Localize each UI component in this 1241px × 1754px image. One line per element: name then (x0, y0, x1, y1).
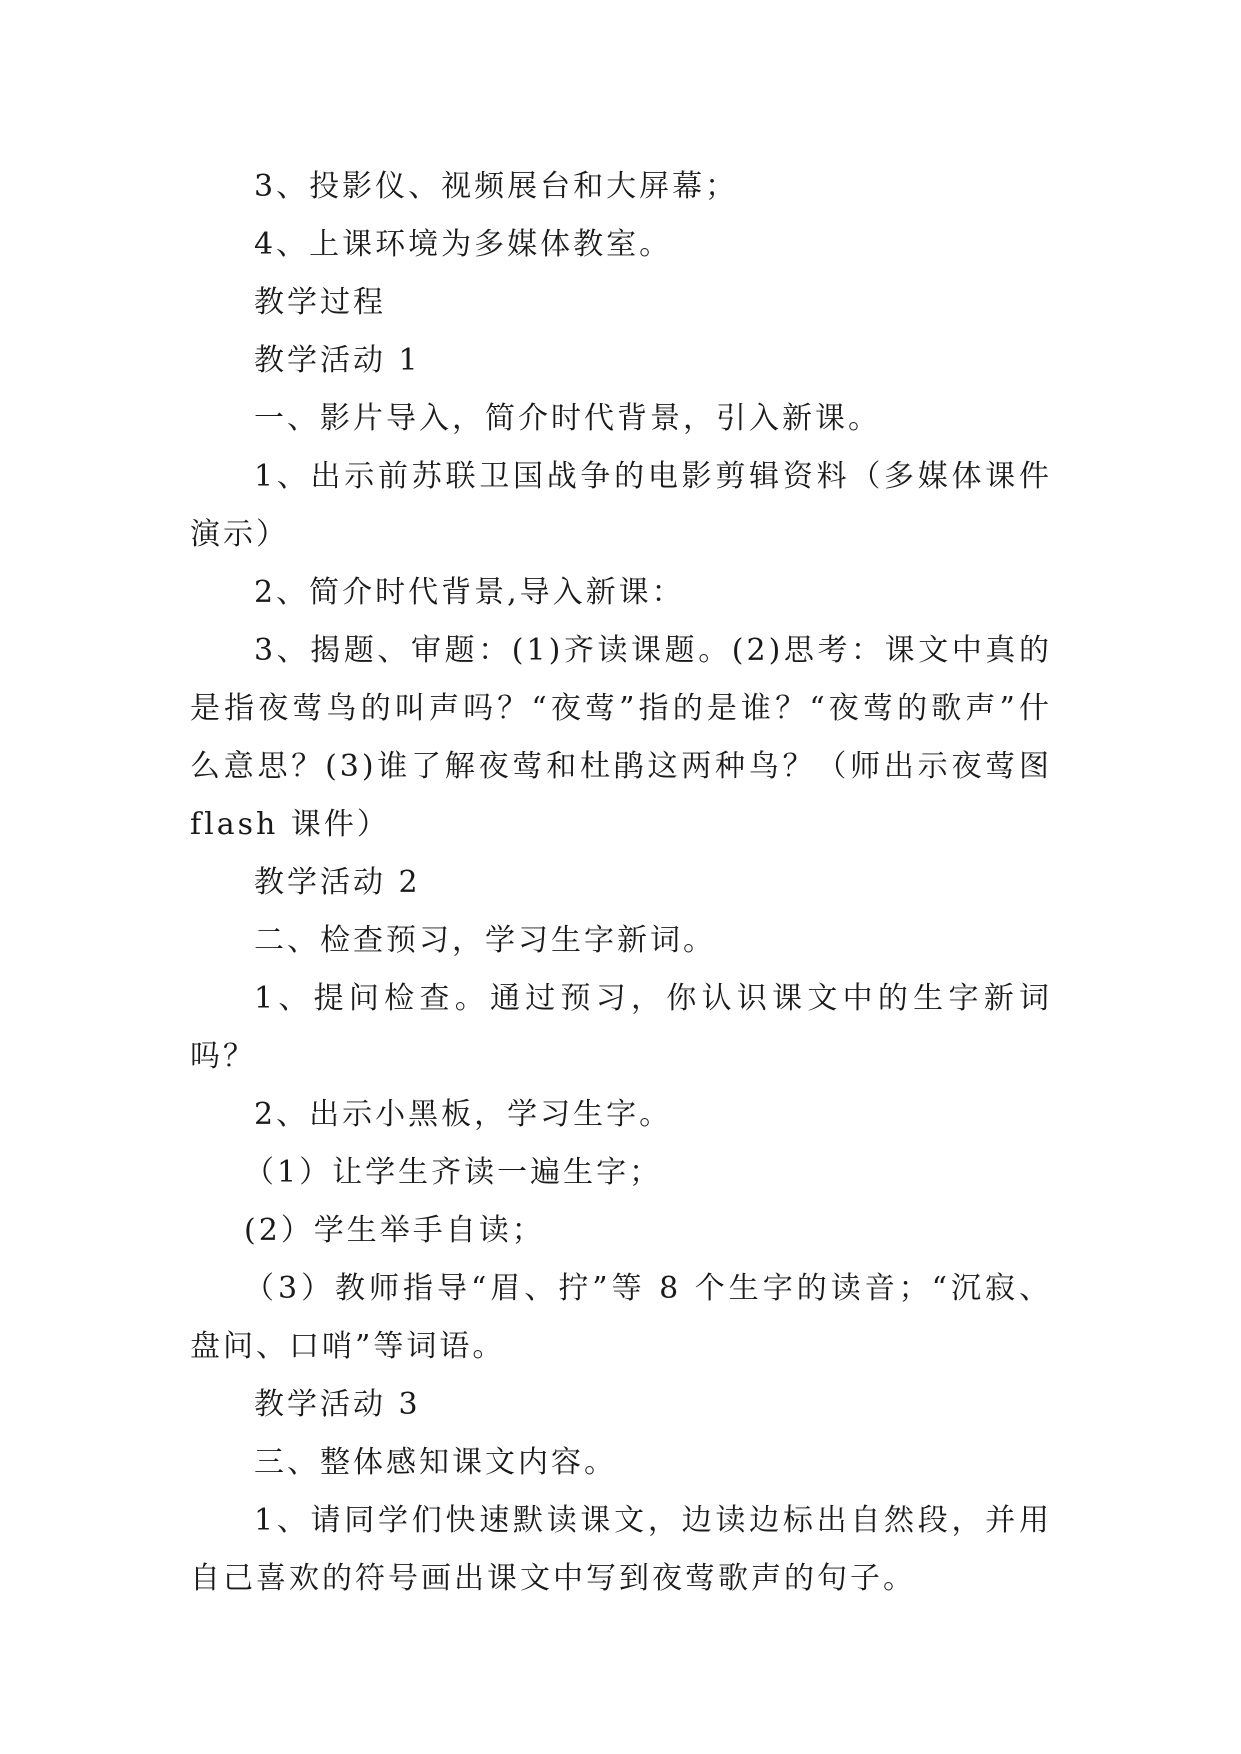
step-heading-2: 二、检查预习，学习生字新词。 (254, 923, 716, 958)
step-heading-3: 三、整体感知课文内容。 (254, 1445, 617, 1480)
paragraph-equipment-3: 3、投影仪、视频展台和大屏幕； (254, 169, 739, 204)
activity-heading-1: 教学活动 1 (254, 343, 421, 378)
document-body (190, 158, 1052, 1608)
paragraph-substep-3: （3）教师指导“眉、拧”等 8 个生字的读音；“沉寂、盘问、口哨”等词语。 (190, 1271, 1052, 1364)
activity-heading-3: 教学活动 3 (254, 1387, 421, 1422)
step-heading-1: 一、影片导入，简介时代背景，引入新课。 (254, 401, 881, 436)
paragraph-equipment-4: 4、上课环境为多媒体教室。 (254, 227, 673, 262)
paragraph-step-1-1: 1、出示前苏联卫国战争的电影剪辑资料（多媒体课件演示） (190, 459, 1052, 552)
activity-heading-2: 教学活动 2 (254, 865, 421, 900)
paragraph-step-3-1: 1、请同学们快速默读课文，边读边标出自然段，并用自己喜欢的符号画出课文中写到夜莺歌声的句子。 (190, 1503, 1052, 1596)
paragraph-step-2-1: 1、提问检查。通过预习，你认识课文中的生字新词吗？ (190, 981, 1052, 1074)
paragraph-step-2-2: 2、出示小黑板，学习生字。 (254, 1097, 673, 1132)
paragraph-substep-2: (2）学生举手自读； (244, 1213, 545, 1248)
paragraph-step-1-3: 3、揭题、审题：(1)齐读课题。(2)思考：课文中真的是指夜莺鸟的叫声吗？“夜莺”指的是谁？“夜莺的歌声”什么意思？(3)谁了解夜莺和杜鹃这两种鸟？（师出示夜莺图 flash 课件） (190, 633, 1052, 842)
section-heading-teaching-process: 教学过程 (254, 285, 386, 320)
paragraph-step-1-2: 2、简介时代背景,导入新课： (254, 575, 685, 610)
paragraph-substep-1: （1）让学生齐读一遍生字； (244, 1155, 663, 1190)
